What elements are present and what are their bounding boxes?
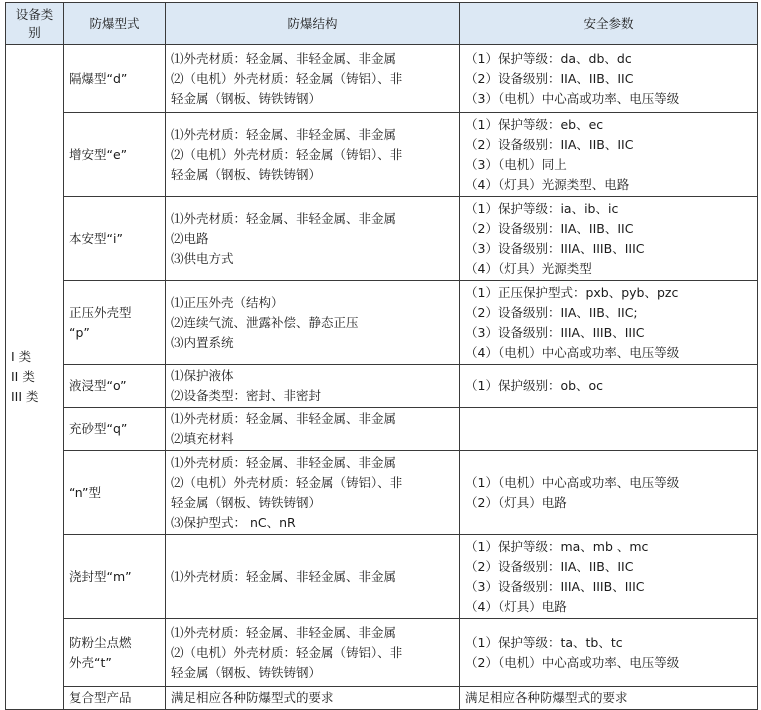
structure-line: ⑵（电机）外壳材质：轻金属（铸铝）、非 bbox=[171, 70, 403, 86]
params-cell bbox=[460, 451, 758, 535]
structure-line: ⑶内置系统 bbox=[171, 334, 234, 350]
params-line: （3）（电机）中心高或功率、电压等级 bbox=[465, 90, 680, 106]
header-params: 安全参数 bbox=[460, 3, 758, 45]
type-cell bbox=[64, 45, 166, 113]
structure-line: ⑵电路 bbox=[171, 230, 209, 246]
params-line: （1）（电机）中心高或功率、电压等级 bbox=[465, 474, 680, 490]
table-row bbox=[6, 451, 758, 535]
table-row bbox=[6, 687, 758, 710]
params-line: （1）保护级别：ob、oc bbox=[465, 378, 604, 393]
params-cell bbox=[460, 619, 758, 687]
type-line: 防粉尘点燃 bbox=[69, 634, 132, 650]
table-row bbox=[6, 281, 758, 365]
params-line: （4）（灯具）光源类型 bbox=[465, 260, 592, 276]
params-line: （2）（电机）中心高或功率、电压等级 bbox=[465, 654, 680, 670]
table-row bbox=[6, 408, 758, 451]
structure-line: ⑴外壳材质：轻金属、非轻金属、非金属 bbox=[171, 454, 397, 470]
type-line: 浇封型“m” bbox=[69, 568, 132, 584]
structure-cell bbox=[166, 619, 460, 687]
type-line: 液浸型“o” bbox=[69, 378, 127, 393]
params-cell bbox=[460, 113, 758, 197]
type-cell bbox=[64, 535, 166, 619]
structure-line: ⑵设备类型：密封、非密封 bbox=[171, 388, 322, 403]
params-line: （1）正压保护型式：pxb、pyb、pzc bbox=[465, 284, 679, 300]
params-line: （2）设备级别：IIA、IIB、IIC bbox=[465, 558, 634, 574]
type-line: “n”型 bbox=[69, 484, 102, 500]
structure-line: ⑵连续气流、泄露补偿、静态正压 bbox=[171, 314, 359, 330]
type-line: 复合型产品 bbox=[69, 690, 132, 705]
category-line: I 类 bbox=[11, 349, 32, 364]
structure-line: ⑵（电机）外壳材质：轻金属（铸铝）、非 bbox=[171, 644, 403, 660]
params-cell bbox=[460, 197, 758, 281]
structure-line: ⑵（电机）外壳材质：轻金属（铸铝）、非 bbox=[171, 474, 403, 490]
category-cell bbox=[6, 45, 64, 710]
structure-line: ⑴外壳材质：轻金属、非轻金属、非金属 bbox=[171, 210, 397, 226]
params-line: （2）设备级别：IIA、IIB、IIC; bbox=[465, 304, 638, 320]
type-line: 正压外壳型 bbox=[69, 304, 132, 320]
structure-line: ⑴正压外壳（结构） bbox=[171, 294, 284, 310]
explosion-proof-table bbox=[5, 2, 758, 710]
type-cell bbox=[64, 197, 166, 281]
structure-line: ⑶供电方式 bbox=[171, 250, 234, 266]
structure-cell bbox=[166, 687, 460, 710]
structure-line: ⑴外壳材质：轻金属、非轻金属、非金属 bbox=[171, 568, 397, 584]
structure-cell bbox=[166, 281, 460, 365]
type-line: 本安型“i” bbox=[69, 230, 123, 246]
structure-line: ⑵（电机）外壳材质：轻金属（铸铝）、非 bbox=[171, 146, 403, 162]
table-row bbox=[6, 197, 758, 281]
header-structure: 防爆结构 bbox=[166, 3, 460, 45]
params-line: （4）（灯具）电路 bbox=[465, 598, 567, 614]
structure-line: ⑴外壳材质：轻金属、非轻金属、非金属 bbox=[171, 624, 397, 640]
params-line: 满足相应各种防爆型式的要求 bbox=[465, 690, 628, 705]
header-category: 设备类别 bbox=[6, 3, 64, 45]
category-line: II 类 bbox=[11, 369, 35, 384]
structure-line: 满足相应各种防爆型式的要求 bbox=[171, 690, 334, 705]
params-cell bbox=[460, 687, 758, 710]
table-row bbox=[6, 535, 758, 619]
structure-cell bbox=[166, 535, 460, 619]
structure-line: ⑶保护型式： nC、nR bbox=[171, 514, 296, 530]
params-cell bbox=[460, 365, 758, 408]
type-line: 充砂型“q” bbox=[69, 421, 128, 436]
structure-cell bbox=[166, 45, 460, 113]
params-line: （4）（灯具）光源类型、电路 bbox=[465, 176, 630, 192]
type-cell bbox=[64, 619, 166, 687]
structure-line: 轻金属（钢板、铸铁铸钢） bbox=[171, 90, 322, 106]
type-line: “p” bbox=[69, 324, 90, 340]
structure-line: ⑴外壳材质：轻金属、非轻金属、非金属 bbox=[171, 50, 397, 66]
structure-line: ⑵填充材料 bbox=[171, 431, 234, 446]
table-body bbox=[6, 45, 758, 710]
type-line: 外壳“t” bbox=[69, 654, 112, 670]
type-line: 隔爆型“d” bbox=[69, 70, 128, 86]
params-line: （1）保护等级：ta、tb、tc bbox=[465, 634, 623, 650]
structure-line: ⑴外壳材质：轻金属、非轻金属、非金属 bbox=[171, 411, 397, 426]
params-line: （2）（灯具）电路 bbox=[465, 494, 567, 510]
table-row bbox=[6, 619, 758, 687]
params-line: （2）设备级别：IIA、IIB、IIC bbox=[465, 70, 634, 86]
type-line: 增安型“e” bbox=[69, 146, 128, 162]
structure-cell bbox=[166, 197, 460, 281]
structure-cell bbox=[166, 451, 460, 535]
table-row bbox=[6, 365, 758, 408]
params-line: （3）设备级别：IIIA、IIIB、IIIC bbox=[465, 578, 645, 594]
header-type: 防爆型式 bbox=[64, 3, 166, 45]
params-line: （3）设备级别：IIIA、IIIB、IIIC bbox=[465, 240, 645, 256]
params-line: （2）设备级别：IIA、IIB、IIC bbox=[465, 136, 634, 152]
table-row bbox=[6, 113, 758, 197]
type-cell bbox=[64, 281, 166, 365]
type-cell bbox=[64, 451, 166, 535]
params-line: （3）（电机）同上 bbox=[465, 156, 567, 172]
params-line: （2）设备级别：IIA、IIB、IIC bbox=[465, 220, 634, 236]
params-line: （1）保护等级：da、db、dc bbox=[465, 50, 632, 66]
type-cell bbox=[64, 113, 166, 197]
params-line: （1）保护等级：eb、ec bbox=[465, 116, 604, 132]
params-line: （1）保护等级：ma、mb 、mc bbox=[465, 538, 649, 554]
structure-cell bbox=[166, 113, 460, 197]
header-row bbox=[6, 3, 758, 45]
structure-line: ⑴外壳材质：轻金属、非轻金属、非金属 bbox=[171, 126, 397, 142]
structure-line: ⑴保护液体 bbox=[171, 368, 234, 383]
type-cell bbox=[64, 687, 166, 710]
type-cell bbox=[64, 408, 166, 451]
params-cell bbox=[460, 408, 758, 451]
params-cell bbox=[460, 45, 758, 113]
structure-cell bbox=[166, 365, 460, 408]
params-cell bbox=[460, 535, 758, 619]
structure-cell bbox=[166, 408, 460, 451]
table-row bbox=[6, 45, 758, 113]
params-cell bbox=[460, 281, 758, 365]
category-line: III 类 bbox=[11, 389, 39, 404]
type-cell bbox=[64, 365, 166, 408]
structure-line: 轻金属（钢板、铸铁铸钢） bbox=[171, 494, 322, 510]
structure-line: 轻金属（钢板、铸铁铸钢） bbox=[171, 166, 322, 182]
params-line: （3）设备级别：IIIA、IIIB、IIIC bbox=[465, 324, 645, 340]
structure-line: 轻金属（钢板、铸铁铸钢） bbox=[171, 664, 322, 680]
params-line: （4）（电机）中心高或功率、电压等级 bbox=[465, 344, 680, 360]
params-line: （1）保护等级：ia、ib、ic bbox=[465, 200, 619, 216]
